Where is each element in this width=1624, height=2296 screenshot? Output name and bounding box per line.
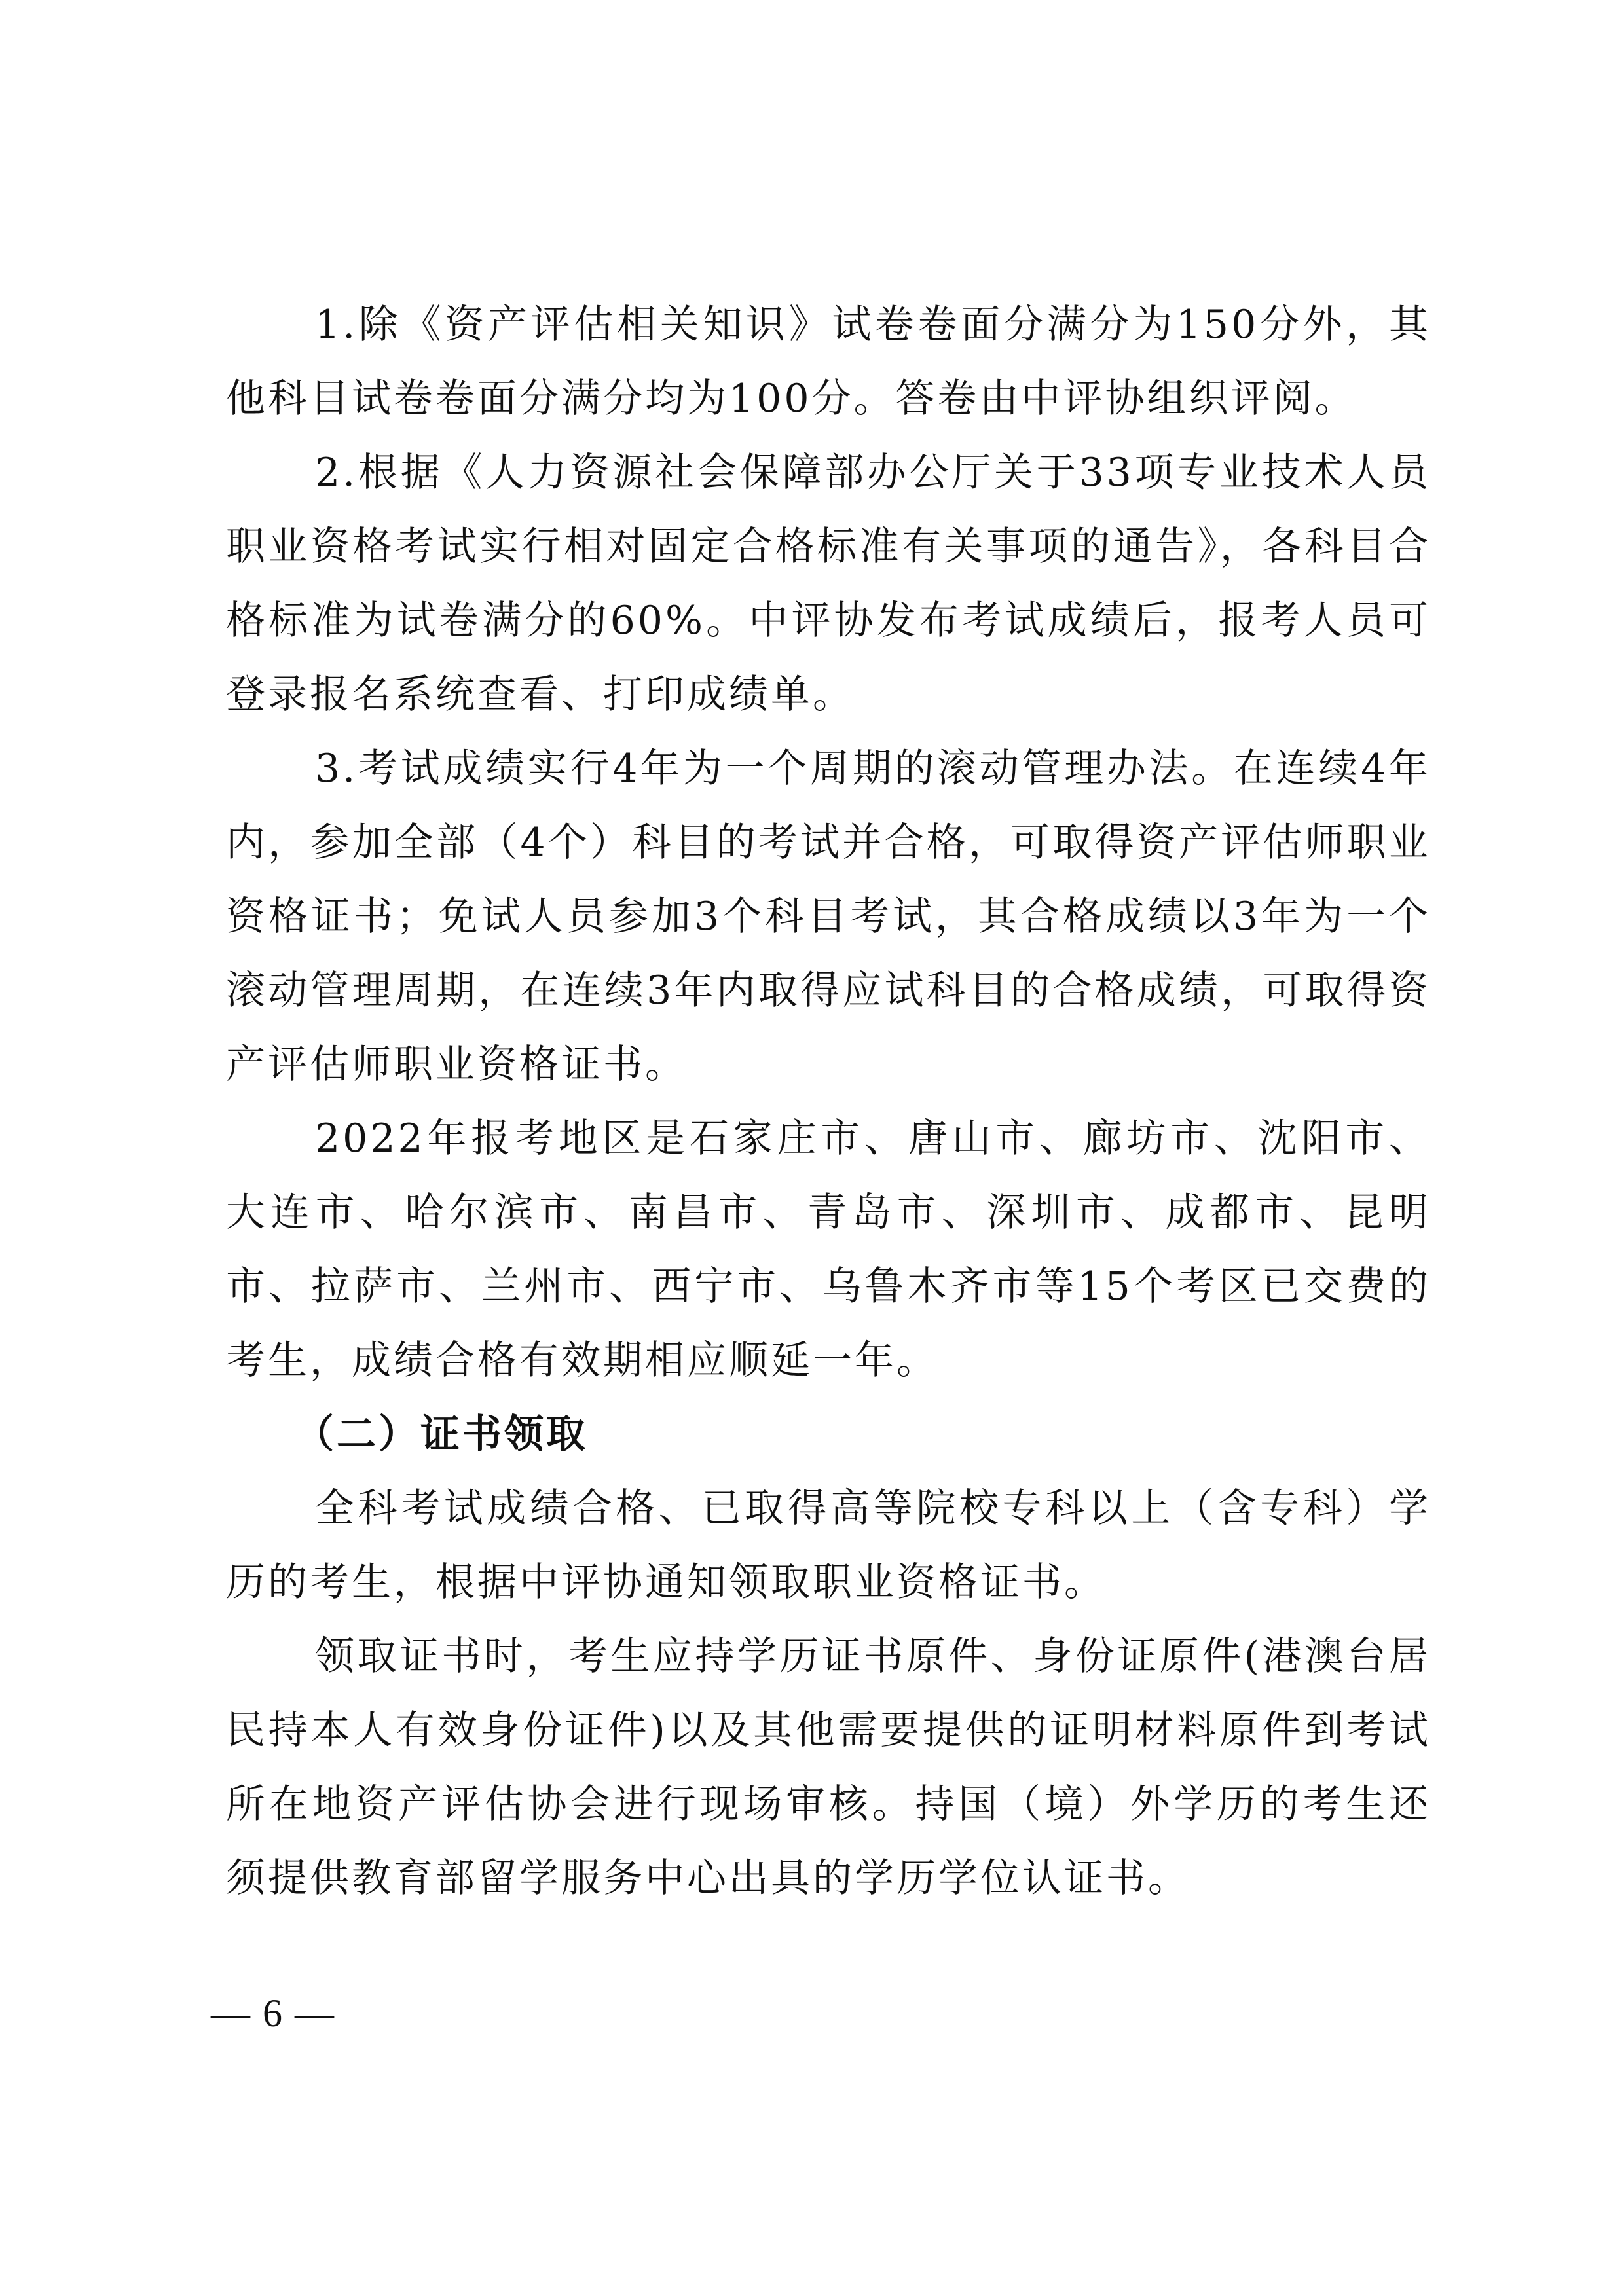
section-heading-certificate: （二）证书领取 (295, 1412, 588, 1457)
paragraph-certificate-eligibility: 全科考试成绩合格、已取得高等院校专科以上（含专科）学历的考生，根据中评协通知领取职业资格证书。 (226, 1485, 1431, 1605)
paragraph-certificate-documents: 领取证书时，考生应持学历证书原件、身份证原件(港澳台居民持本人有效身份证件)以及其他需要提供的证明材料原件到考试所在地资产评估协会进行现场审核。持国（境）外学历的考生还须提供教育部留学服务中心出具的学历学位认证书。 (226, 1633, 1431, 1901)
page-number: — 6 — (211, 1992, 335, 2035)
paragraph-exam-regions: 2022年报考地区是石家庄市、唐山市、廊坊市、沈阳市、大连市、哈尔滨市、南昌市、青岛市、深圳市、成都市、昆明市、拉萨市、兰州市、西宁市、乌鲁木齐市等15个考区已交费的考生，成绩合格有效期相应顺延一年。 (226, 1116, 1431, 1383)
paragraph-rolling-management: 3.考试成绩实行4年为一个周期的滚动管理办法。在连续4年内，参加全部（4个）科目的考试并合格，可取得资产评估师职业资格证书；免试人员参加3个科目考试，其合格成绩以3年为一个滚动管理周期，在连续3年内取得应试科目的合格成绩，可取得资产评估师职业资格证书。 (226, 746, 1431, 1087)
paragraph-score-rules: 1.除《资产评估相关知识》试卷卷面分满分为150分外，其他科目试卷卷面分满分均为100分。答卷由中评协组织评阅。 (226, 302, 1431, 422)
document-body (226, 288, 1431, 1916)
paragraph-passing-standard: 2.根据《人力资源社会保障部办公厅关于33项专业技术人员职业资格考试实行相对固定合格标准有关事项的通告》，各科目合格标准为试卷满分的60%。中评协发布考试成绩后，报考人员可登录报名系统查看、打印成绩单。 (226, 450, 1431, 718)
